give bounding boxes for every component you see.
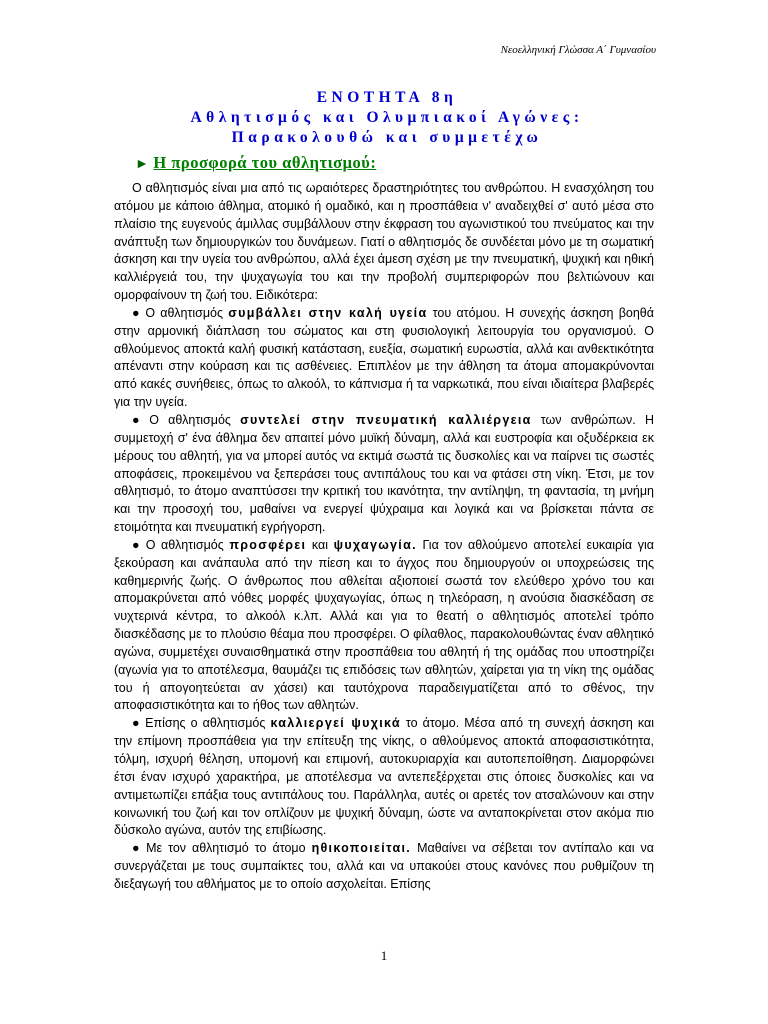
text-run: Επίσης ο αθλητισμός: [145, 716, 271, 731]
intro-paragraph: Ο αθλητισμός είναι μια από τις ωραιότερες δραστηριότητες του ανθρώπου. Η ενασχόληση του ατόμου με κάποιο άθλημα, ατομικό ή ομαδικό, και η προσπάθεια ν' αναδειχθεί σ' αυτό μέσα στο πλαίσιο της ευγενούς άμιλλας συμβάλλουν στην έκφραση του αγωνιστικού του πνεύματος και την ανάπτυξη των δημιουργικών του δυνάμεων. Γιατί ο αθλητισμός δε συνδέεται μόνο με τη σωματική άσκηση και την υγεία του ανθρώπου, αλλά έχει άμεση σχέση με την πνευματική, ψυχική και ηθική καλλιέργειά του, την ψυχαγωγία του και την προβολή συμπεριφορών που βελτιώνουν και ομορφαίνουν τη ζωή του. Ειδικότερα:: [114, 181, 654, 303]
text-run: Ο αθλητισμός: [149, 412, 241, 427]
bullet-icon: ●: [132, 412, 146, 427]
bold-phrase: ψυχαγωγία.: [333, 537, 417, 552]
bold-phrase: προσφέρει: [229, 537, 307, 552]
bullet-icon: ●: [132, 537, 142, 552]
text-run: το άτομο. Μέσα από τη συνεχή άσκηση και την επίμονη προσπάθεια για την επίτευξη της νίκης, ο αθλούμενος αποκτά αποφασιστικότητα, τόλμη, ισχυρή θέληση, υπομονή και επιμονή, αυτοκυριαρχία και αυτοπεποίθηση. Διαμορφώνει έτσι έναν ισχυρό χαρακτήρα, με αποτέλεσμα να αντεπεξέρχεται στις όποιες δυσκολίες και να αντιμετωπίζει επάξια τους αντιπάλους του. Παράλληλα, αυτές οι αρετές τον ατσαλώνουν και στην κοινωνική του ζωή και τον οπλίζουν με ψυχική δύναμη, ώστε να ανταποκρίνεται στον ακόμα πιο δύσκολο αγώνα, αυτόν της επιβίωσης.: [114, 716, 654, 838]
text-run: των ανθρώπων. Η συμμετοχή σ' ένα άθλημα δεν απαιτεί μόνο μυϊκή δύναμη, αλλά και ευστροφία και οξυδέρκεια εκ μέρους του αθλητή, για να μπορεί αυτός να εκτιμά σωστά τις δυσκολίες και να παίρνει τις σωστές αποφάσεις, προκειμένου να ξεπεράσει τους αντιπάλους του και να φτάσει στη νίκη. Έτσι, με τον αθλητισμό, το άτομο αναπτύσσει την κριτική του ικανότητα, την αντίληψη, τη φαντασία, τη μνήμη και την προσοχή του, μαθαίνει να ενεργεί ψύχραιμα και λογικά και να βρίσκεται πάντα σε ετοιμότητα και πνευματική εγρήγορση.: [114, 412, 654, 535]
triangle-arrow-icon: ►: [135, 157, 150, 172]
unit-subtitle-2: Παρακολουθώ και συμμετέχω: [231, 129, 543, 146]
bullet-paragraph: [114, 840, 654, 894]
text-run: Με τον αθλητισμό το άτομο: [146, 841, 312, 856]
unit-title: ΕΝΟΤΗΤΑ 8η: [316, 89, 458, 106]
text-run: Ο αθλητισμός: [145, 305, 229, 320]
bullet-icon: ●: [132, 305, 142, 320]
bullet-icon: ●: [132, 716, 142, 731]
bullet-paragraph: [114, 412, 654, 537]
text-run: του ατόμου. Η συνεχής άσκηση βοηθά στην αρμονική διάπλαση του σώματος και στη φυσιολογική λειτουργία του οργανισμού. Ο αθλούμενος αποκτά καλή φυσική κατάσταση, ευεξία, σωματική ευρωστία, αλλά και ανθεκτικότητα απέναντι στην κούραση και τις ασθένειες. Επιπλέον με την άθληση τα άτομα απομακρύνονται από κακές συνήθειες, όπως το αλκοόλ, το κάπνισμα ή τα ναρκωτικά, που είναι ιδιαίτερα βλαβερές για την υγεία.: [114, 305, 654, 410]
text-run: Ο αθλητισμός: [145, 537, 230, 552]
section-heading: [135, 153, 376, 173]
bullet-paragraph: [114, 537, 654, 715]
bold-phrase: συντελεί στην πνευματική καλλιέργεια: [240, 412, 532, 427]
bullet-icon: ●: [132, 841, 143, 856]
text-run: και: [306, 537, 334, 552]
body-text: [114, 180, 654, 894]
document-title: [100, 88, 674, 148]
text-run: Για τον αθλούμενο αποτελεί ευκαιρία για ξεκούραση και ανάπαυλα από την πίεση και το άγχος που δημιουργούν οι υποχρεώσεις της καθημερινής ζωής. Ο άνθρωπος που αθλείται αξιοποιεί σωστά τον ελεύθερο χρόνο του και απομακρύνεται από νόθες μορφές ψυχαγωγίας, όπως η τηλεόραση, η ανούσια διασκέδαση σε νυχτερινά κέντρα, το αλκοόλ κ.λπ. Αλλά και για το θεατή ο αθλητισμός αποτελεί τρόπο διασκέδασης με το πλούσιο θέαμα που προσφέρει. Ο φίλαθλος, παρακολουθώντας έναν αθλητικό αγώνα, συμμετέχει συναισθηματικά στην προσπάθεια του αθλητή ή της ομάδας που υποστηρίζει (αγωνία για το αποτέλεσμα, θαυμάζει τις επιδόσεις των αθλητών, χαίρεται για τη νίκη της ομάδας του ή απογοητεύεται αν χάσει) και ταυτόχρονα παραδειγματίζεται από το σθένος, την αποφασιστικότητα και το ήθος των αθλητών.: [114, 537, 654, 713]
bold-phrase: συμβάλλει στην καλή υγεία: [228, 305, 428, 320]
unit-subtitle: Αθλητισμός και Ολυμπιακοί Αγώνες:: [190, 109, 584, 126]
bullet-paragraph: [114, 305, 654, 412]
bold-phrase: καλλιεργεί ψυχικά: [270, 716, 401, 731]
section-heading-text: Η προσφορά του αθλητισμού:: [153, 153, 377, 172]
bold-phrase: ηθικοποιείται.: [311, 841, 412, 856]
text-run: Μαθαίνει να σέβεται τον αντίπαλο και να συνεργάζεται με τους συμπαίκτες του, αλλά και να υπακούει στους κανόνες που ρυθμίζουν τη διεξαγωγή του αθλήματος με το οποίο ασχολείται. Επίσης: [114, 841, 654, 891]
bullet-paragraph: [114, 715, 654, 840]
page-number: 1: [380, 948, 388, 963]
running-header: Νεοελληνική Γλώσσα Α΄ Γυμνασίου: [500, 44, 656, 56]
